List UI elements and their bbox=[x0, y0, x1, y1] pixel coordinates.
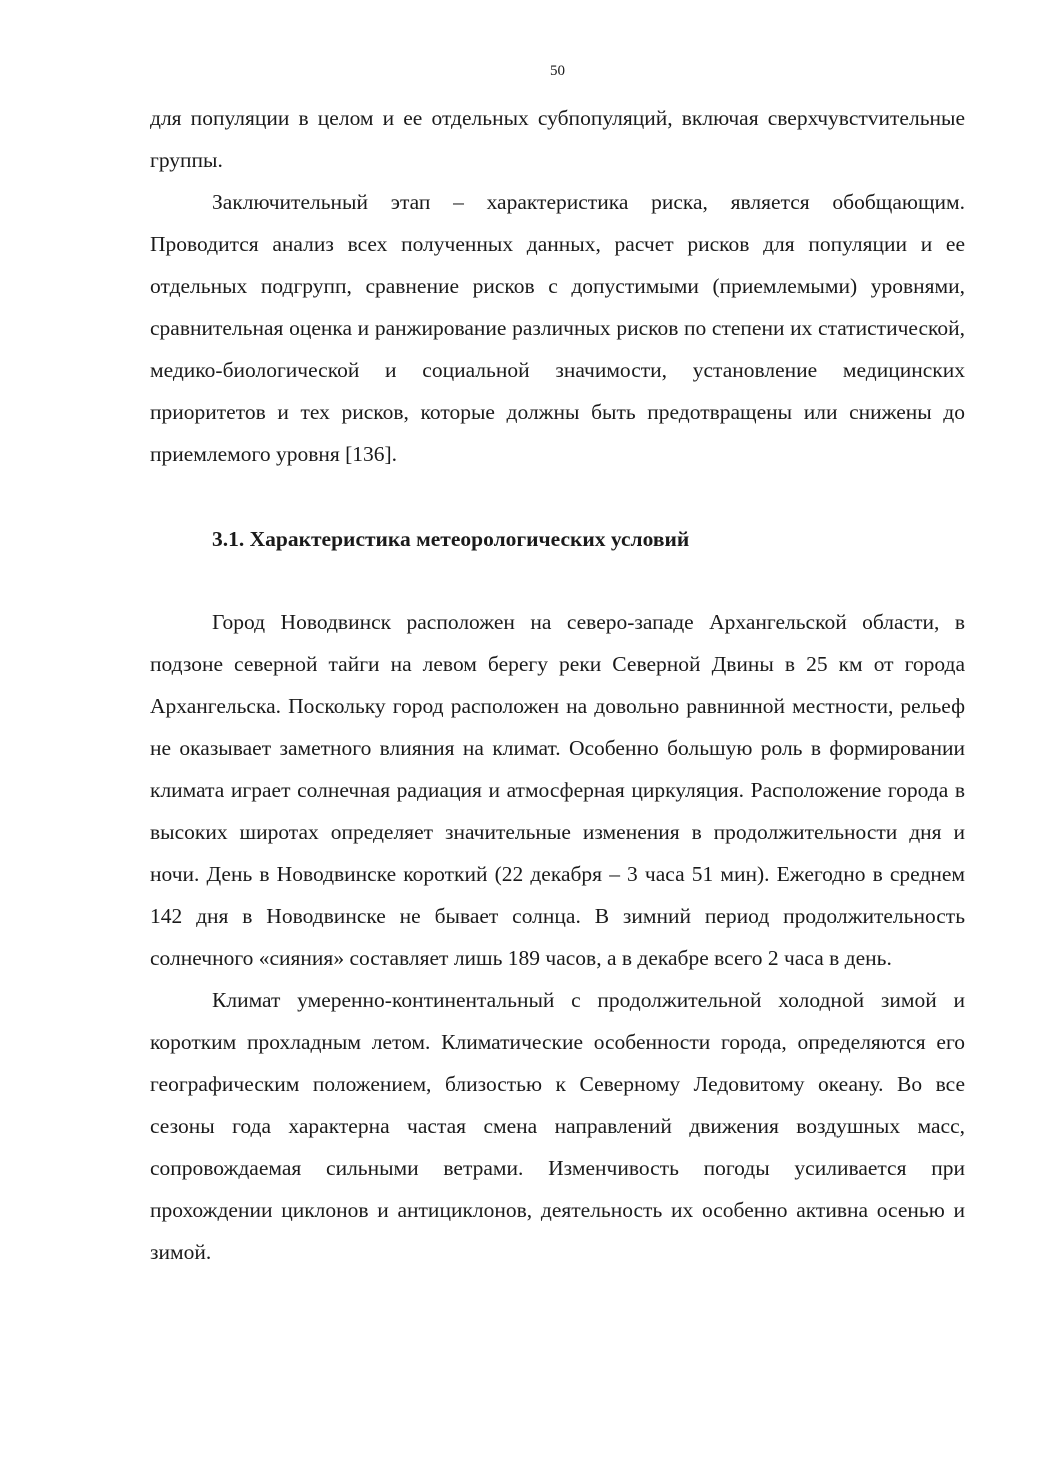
paragraph-continuation: для популяции в целом и ее отдельных субпопуляций, включая сверхчувстvительные группы. bbox=[150, 106, 965, 172]
paragraph-risk-characterization: Заключительный этап – характеристика риска, является обобщающим. Проводится анализ всех полученных данных, расчет рисков для популяции и ее отдельных подгрупп, сравнение рисков с допустимыми (приемлемыми) уровнями, сравнительная оценка и ранжирование различных рисков по степени их статистической, медико-биологической и социальной значимости, установление медицинских приоритетов и тех рисков, которые должны быть предотвращены или снижены до приемлемого уровня [136]. bbox=[150, 190, 965, 466]
paragraph-city-location: Город Новодвинск расположен на северо-западе Архангельской области, в подзоне северной тайги на левом берегу реки Северной Двины в 25 км от города Архангельска. Поскольку город расположен на довольно равнинной местности, рельеф не оказывает заметного влияния на климат. Особенно большую роль в формировании климата играет солнечная радиация и атмосферная циркуляция. Расположение города в высоких широтах определяет значительные изменения в продолжительности дня и ночи. День в Новодвинске короткий (22 декабря – 3 часа 51 мин). Ежегодно в среднем 142 дня в Новодвинске не бывает солнца. В зимний период продолжительность солнечного «сияния» составляет лишь 189 часов, а в декабре всего 2 часа в день. bbox=[150, 610, 965, 970]
paragraph-climate: Климат умеренно-континентальный с продолжительной холодной зимой и коротким прохладным летом. Климатические особенности города, определяются его географическим положением, близостью к Северному Ледовитому океану. Во все сезоны года характерна частая смена направлений движения воздушных масс, сопровождаемая сильными ветрами. Изменчивость погоды усиливается при прохождении циклонов и антициклонов, деятельность их особенно активна осенью и зимой. bbox=[150, 988, 965, 1264]
section-heading: 3.1. Характеристика метеорологических условий bbox=[212, 527, 690, 551]
page-number: 50 bbox=[550, 63, 565, 79]
body-text-top bbox=[150, 97, 965, 475]
body-text-bottom bbox=[150, 601, 965, 1273]
